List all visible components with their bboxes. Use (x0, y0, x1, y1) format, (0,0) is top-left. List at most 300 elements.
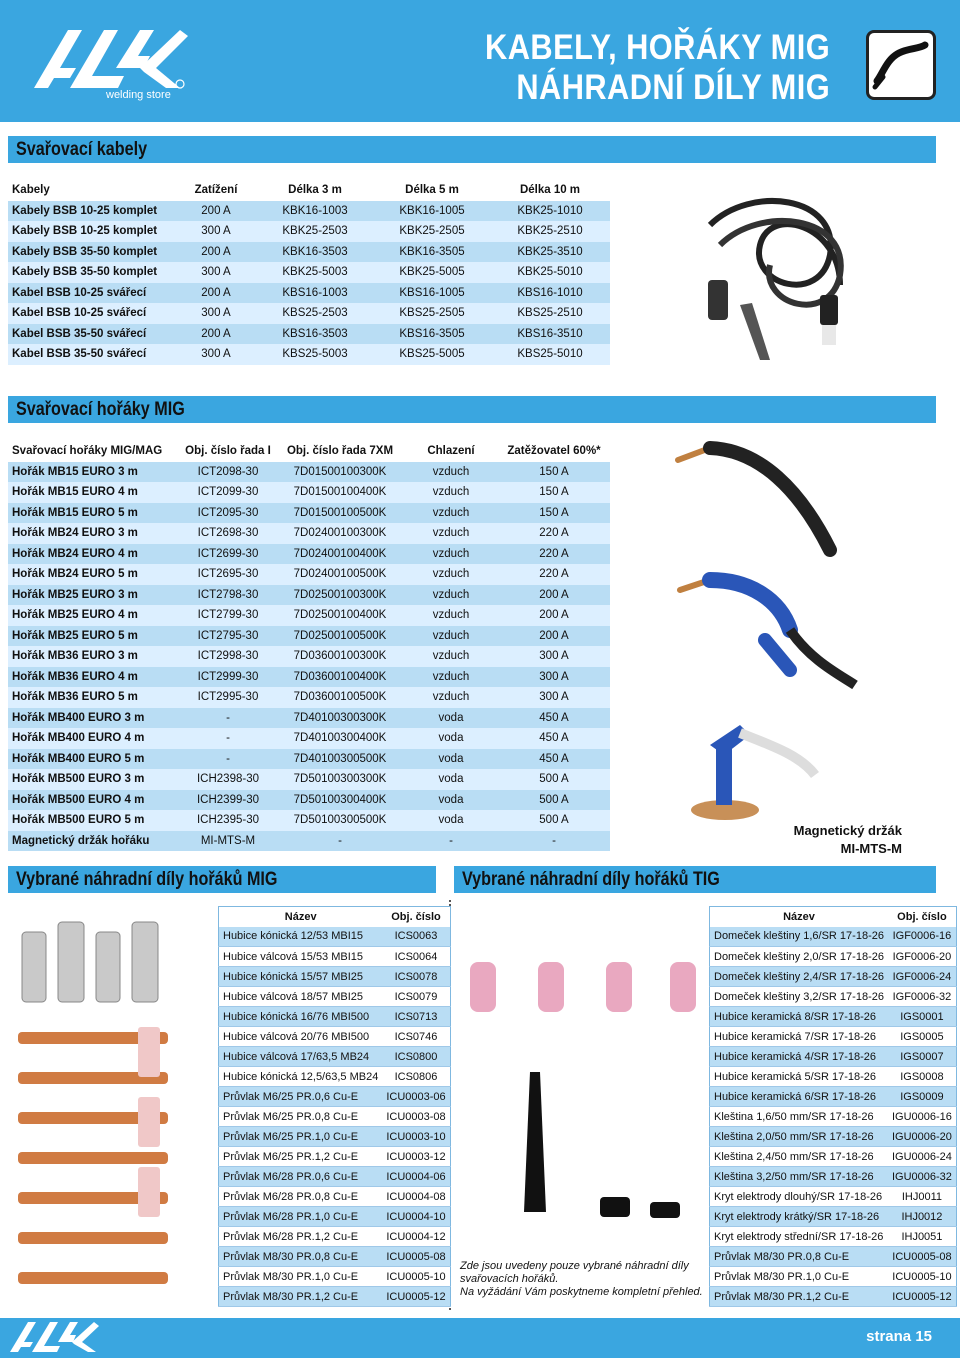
row-label-cell: Průvlak M6/28 PR.0,6 Cu-E (219, 1167, 383, 1187)
table-cell: ICT2699-30 (180, 544, 276, 565)
cables-section-title: Svařovací kabely (16, 139, 148, 160)
torches-section-title: Svařovací hořáky MIG (16, 399, 185, 420)
table-cell: KBK25-2510 (490, 221, 610, 242)
table-row (219, 1007, 451, 1027)
table-row (710, 1267, 957, 1287)
table-row (219, 1227, 451, 1247)
table-cell: IHJ0012 (888, 1207, 956, 1227)
table-cell: 150 A (498, 503, 610, 524)
row-label-cell: Hořák MB24 EURO 4 m (8, 544, 180, 565)
table-row (219, 1247, 451, 1267)
table-row (219, 1147, 451, 1167)
table-row (8, 303, 610, 324)
table-row (8, 344, 610, 365)
row-label-cell: Průvlak M8/30 PR.1,0 Cu-E (710, 1267, 888, 1287)
table-cell: - (180, 708, 276, 729)
table-cell: vzduch (404, 667, 498, 688)
row-label-cell: Hořák MB400 EURO 5 m (8, 749, 180, 770)
table-row (710, 1107, 957, 1127)
column-header: Zatěžovatel 60%* (507, 445, 601, 458)
column-header: Název (219, 907, 383, 927)
table-cell: ICS0078 (382, 967, 450, 987)
table-cell: vzduch (404, 462, 498, 483)
table-cell: KBK16-3505 (374, 242, 490, 263)
table-row (219, 1127, 451, 1147)
table-cell: 7D40100300500K (276, 749, 404, 770)
row-label-cell: Kabel BSB 10-25 svářecí (8, 283, 176, 304)
row-label-cell: Hubice keramická 4/SR 17-18-26 (710, 1047, 888, 1067)
row-label-cell: Kabely BSB 10-25 komplet (8, 201, 176, 222)
table-cell: ICU0005-10 (888, 1267, 956, 1287)
column-header: Svařovací hořáky MIG/MAG (12, 445, 163, 458)
table-cell: 7D40100300400K (276, 728, 404, 749)
row-label-cell: Kleština 2,4/50 mm/SR 17-18-26 (710, 1147, 888, 1167)
table-row (8, 482, 610, 503)
table-cell: KBK25-5005 (374, 262, 490, 283)
table-row (710, 1227, 957, 1247)
row-label-cell: Kabely BSB 35-50 komplet (8, 242, 176, 263)
table-cell: 7D01500100300K (276, 462, 404, 483)
table-cell: ICS0746 (382, 1027, 450, 1047)
table-cell: ICU0004-12 (382, 1227, 450, 1247)
table-cell: KBS25-5005 (374, 344, 490, 365)
row-label-cell: Hubice keramická 5/SR 17-18-26 (710, 1067, 888, 1087)
row-label-cell: Kabel BSB 35-50 svářecí (8, 324, 176, 345)
table-cell: KBK25-1010 (490, 201, 610, 222)
table-cell: ICU0003-08 (382, 1107, 450, 1127)
table-cell: 220 A (498, 544, 610, 565)
row-label-cell: Kryt elektrody krátký/SR 17-18-26 (710, 1207, 888, 1227)
tig-spare-parts-image (460, 912, 700, 1242)
table-cell: voda (404, 790, 498, 811)
row-label-cell: Průvlak M8/30 PR.1,2 Cu-E (710, 1287, 888, 1307)
table-cell: voda (404, 708, 498, 729)
note-line-3: Na vyžádání Vám poskytneme kompletní přehled. (460, 1286, 703, 1298)
row-label-cell: Hubice kónická 12/53 MBI15 (219, 927, 383, 947)
column-header: Chlazení (427, 445, 475, 458)
table-row (710, 987, 957, 1007)
row-label-cell: Hubice kónická 15/57 MBI25 (219, 967, 383, 987)
table-cell: KBS16-1010 (490, 283, 610, 304)
row-label-cell: Hubice válcová 15/53 MBI15 (219, 947, 383, 967)
row-label-cell: Kabely BSB 35-50 komplet (8, 262, 176, 283)
row-label-cell: Domeček kleštiny 2,4/SR 17-18-26 (710, 967, 888, 987)
table-row (8, 462, 610, 483)
row-label-cell: Kryt elektrody střední/SR 17-18-26 (710, 1227, 888, 1247)
table-cell: IGU0006-32 (888, 1167, 956, 1187)
table-row (219, 1067, 451, 1087)
table-row (8, 626, 610, 647)
table-row (710, 1247, 957, 1267)
table-cell: - (404, 831, 498, 852)
holder-label-line-2: MI-MTS-M (840, 841, 902, 856)
table-cell: KBK25-5003 (256, 262, 374, 283)
table-cell: KBS16-1005 (374, 283, 490, 304)
table-cell: ICT2098-30 (180, 462, 276, 483)
table-cell: 7D50100300400K (276, 790, 404, 811)
table-row (219, 947, 451, 967)
table-cell: KBK25-3510 (490, 242, 610, 263)
table-cell: KBS25-2510 (490, 303, 610, 324)
table-row (219, 1107, 451, 1127)
table-cell: 150 A (498, 462, 610, 483)
table-row (219, 1187, 451, 1207)
table-cell: 200 A (176, 201, 256, 222)
column-header: Obj. číslo řada 7XM (286, 445, 394, 458)
row-label-cell: Hořák MB500 EURO 5 m (8, 810, 180, 831)
table-cell: ICU0005-08 (382, 1247, 450, 1267)
table-cell: 450 A (498, 728, 610, 749)
holder-label-line-1: Magnetický držák (793, 823, 902, 838)
row-label-cell: Kabel BSB 35-50 svářecí (8, 344, 176, 365)
table-cell: ICT2095-30 (180, 503, 276, 524)
table-cell: KBS25-5003 (256, 344, 374, 365)
table-cell: IGF0006-16 (888, 927, 956, 947)
tig-parts-table (709, 906, 957, 1307)
table-row (8, 790, 610, 811)
table-cell: 300 A (498, 667, 610, 688)
row-label-cell: Kabel BSB 10-25 svářecí (8, 303, 176, 324)
row-label-cell: Hubice keramická 6/SR 17-18-26 (710, 1087, 888, 1107)
table-row (710, 1027, 957, 1047)
table-cell: ICT2099-30 (180, 482, 276, 503)
table-row (710, 1187, 957, 1207)
table-cell: 300 A (176, 303, 256, 324)
row-label-cell: Domeček kleštiny 3,2/SR 17-18-26 (710, 987, 888, 1007)
table-row (219, 927, 451, 947)
table-row (8, 749, 610, 770)
table-cell: ICU0004-08 (382, 1187, 450, 1207)
table-cell: KBK25-2503 (256, 221, 374, 242)
row-label-cell: Kleština 2,0/50 mm/SR 17-18-26 (710, 1127, 888, 1147)
table-row (219, 1167, 451, 1187)
table-cell: 450 A (498, 708, 610, 729)
row-label-cell: Průvlak M6/25 PR.1,2 Cu-E (219, 1147, 383, 1167)
row-label-cell: Hubice keramická 8/SR 17-18-26 (710, 1007, 888, 1027)
table-cell: 7D02400100400K (276, 544, 404, 565)
table-cell: ICU0003-12 (382, 1147, 450, 1167)
table-cell: ICU0004-10 (382, 1207, 450, 1227)
mig-parts-table (218, 906, 451, 1307)
table-cell: 7D02500100300K (276, 585, 404, 606)
table-row (8, 605, 610, 626)
table-row (219, 987, 451, 1007)
table-cell: ICS0064 (382, 947, 450, 967)
row-label-cell: Hořák MB36 EURO 5 m (8, 687, 180, 708)
table-cell: 200 A (498, 585, 610, 606)
table-cell: 220 A (498, 564, 610, 585)
table-cell: 7D40100300300K (276, 708, 404, 729)
table-cell: MI-MTS-M (180, 831, 276, 852)
table-cell: IGU0006-20 (888, 1127, 956, 1147)
table-cell: ICS0800 (382, 1047, 450, 1067)
row-label-cell: Průvlak M8/30 PR.1,0 Cu-E (219, 1267, 383, 1287)
table-cell: 7D03600100300K (276, 646, 404, 667)
table-cell: voda (404, 769, 498, 790)
table-row (8, 324, 610, 345)
table-cell: KBS25-2505 (374, 303, 490, 324)
row-label-cell: Průvlak M6/25 PR.1,0 Cu-E (219, 1127, 383, 1147)
note-line-1: Zde jsou uvedeny pouze vybrané náhradní díly (460, 1260, 689, 1272)
table-cell: - (180, 749, 276, 770)
row-label-cell: Průvlak M8/30 PR.1,2 Cu-E (219, 1287, 383, 1307)
table-row (8, 201, 610, 222)
table-cell: 7D02400100300K (276, 523, 404, 544)
table-cell: 7D02400100500K (276, 564, 404, 585)
mig-parts-section-bar (8, 866, 436, 893)
tig-parts-section-title: Vybrané náhradní díly hořáků TIG (462, 869, 720, 890)
row-label-cell: Průvlak M8/30 PR.0,8 Cu-E (219, 1247, 383, 1267)
row-label-cell: Kabely BSB 10-25 komplet (8, 221, 176, 242)
table-cell: voda (404, 749, 498, 770)
row-label-cell: Hubice válcová 17/63,5 MB24 (219, 1047, 383, 1067)
table-cell: ICU0005-10 (382, 1267, 450, 1287)
document-title (485, 28, 830, 108)
table-cell: IGS0009 (888, 1087, 956, 1107)
table-cell: 500 A (498, 810, 610, 831)
table-cell: ICU0005-08 (888, 1247, 956, 1267)
table-cell: 500 A (498, 790, 610, 811)
table-cell: IGS0007 (888, 1047, 956, 1067)
table-cell: 7D03600100500K (276, 687, 404, 708)
cables-table (8, 180, 610, 365)
table-cell: IGS0008 (888, 1067, 956, 1087)
table-row (710, 1047, 957, 1067)
table-cell: IGF0006-20 (888, 947, 956, 967)
table-row (8, 523, 610, 544)
table-header-row (219, 907, 451, 927)
tig-parts-section-bar (454, 866, 936, 893)
table-cell: 7D01500100400K (276, 482, 404, 503)
column-header: Obj. číslo (888, 907, 956, 927)
table-cell: ICT2698-30 (180, 523, 276, 544)
table-row (8, 831, 610, 852)
table-header-row (710, 907, 957, 927)
row-label-cell: Hořák MB25 EURO 4 m (8, 605, 180, 626)
column-header: Název (710, 907, 888, 927)
table-row (8, 544, 610, 565)
table-cell: 200 A (498, 605, 610, 626)
table-row (8, 687, 610, 708)
table-cell: vzduch (404, 503, 498, 524)
table-cell: ICT2995-30 (180, 687, 276, 708)
table-cell: 300 A (176, 262, 256, 283)
table-cell: ICT2998-30 (180, 646, 276, 667)
table-cell: vzduch (404, 482, 498, 503)
row-label-cell: Průvlak M6/28 PR.1,2 Cu-E (219, 1227, 383, 1247)
table-row (8, 708, 610, 729)
table-cell: KBK16-1005 (374, 201, 490, 222)
table-row (710, 1007, 957, 1027)
row-label-cell: Hořák MB36 EURO 4 m (8, 667, 180, 688)
table-row (219, 1027, 451, 1047)
table-row (710, 927, 957, 947)
row-label-cell: Hořák MB36 EURO 3 m (8, 646, 180, 667)
table-cell: ICH2398-30 (180, 769, 276, 790)
table-cell: ICS0079 (382, 987, 450, 1007)
column-header: Délka 3 m (288, 184, 342, 197)
spare-parts-note (460, 1260, 720, 1299)
row-label-cell: Hořák MB500 EURO 4 m (8, 790, 180, 811)
title-line-2: NÁHRADNÍ DÍLY MIG (516, 68, 830, 107)
table-row (8, 221, 610, 242)
table-row (710, 1207, 957, 1227)
column-header: Délka 10 m (519, 184, 581, 197)
row-label-cell: Magnetický držák hořáku (8, 831, 180, 852)
table-cell: voda (404, 810, 498, 831)
table-row (8, 667, 610, 688)
table-row (8, 564, 610, 585)
table-cell: ICS0806 (382, 1067, 450, 1087)
magnetic-holder-label (794, 822, 902, 858)
table-cell: ICU0005-12 (888, 1287, 956, 1307)
table-cell: 7D02500100400K (276, 605, 404, 626)
table-cell: KBS16-1003 (256, 283, 374, 304)
row-label-cell: Průvlak M6/25 PR.0,8 Cu-E (219, 1107, 383, 1127)
table-cell: KBK25-2505 (374, 221, 490, 242)
torches-table (8, 441, 610, 851)
footer-aek-logo (8, 1320, 108, 1356)
table-cell: ICU0004-06 (382, 1167, 450, 1187)
table-cell: 300 A (498, 646, 610, 667)
table-cell: 7D01500100500K (276, 503, 404, 524)
column-header: Obj. číslo (382, 907, 450, 927)
row-label-cell: Hořák MB25 EURO 3 m (8, 585, 180, 606)
table-cell: 200 A (176, 324, 256, 345)
table-cell: KBK16-1003 (256, 201, 374, 222)
row-label-cell: Hořák MB15 EURO 3 m (8, 462, 180, 483)
row-label-cell: Průvlak M6/25 PR.0,6 Cu-E (219, 1087, 383, 1107)
table-cell: ICT2695-30 (180, 564, 276, 585)
table-cell: vzduch (404, 523, 498, 544)
table-cell: vzduch (404, 585, 498, 606)
table-cell: ICT2999-30 (180, 667, 276, 688)
table-cell: KBK25-5010 (490, 262, 610, 283)
row-label-cell: Hubice válcová 20/76 MBI500 (219, 1027, 383, 1047)
table-cell: 500 A (498, 769, 610, 790)
table-cell: 220 A (498, 523, 610, 544)
row-label-cell: Domeček kleštiny 1,6/SR 17-18-26 (710, 927, 888, 947)
table-row (219, 1287, 451, 1307)
table-row (8, 585, 610, 606)
row-label-cell: Průvlak M6/28 PR.0,8 Cu-E (219, 1187, 383, 1207)
table-cell: vzduch (404, 544, 498, 565)
row-label-cell: Domeček kleštiny 2,0/SR 17-18-26 (710, 947, 888, 967)
table-cell: 150 A (498, 482, 610, 503)
mig-spare-parts-image (8, 912, 198, 1302)
table-cell: ICU0003-10 (382, 1127, 450, 1147)
row-label-cell: Hořák MB15 EURO 4 m (8, 482, 180, 503)
table-row (710, 947, 957, 967)
table-cell: voda (404, 728, 498, 749)
table-cell: ICT2795-30 (180, 626, 276, 647)
table-cell: ICU0005-12 (382, 1287, 450, 1307)
table-cell: vzduch (404, 687, 498, 708)
row-label-cell: Hořák MB24 EURO 3 m (8, 523, 180, 544)
table-cell: IGU0006-16 (888, 1107, 956, 1127)
mig-torch-icon (866, 30, 936, 100)
note-line-2: svařovacích hořáků. (460, 1273, 559, 1285)
column-header: Obj. číslo řada I (185, 445, 271, 458)
torches-section-bar (8, 396, 936, 423)
table-cell: ICH2399-30 (180, 790, 276, 811)
row-label-cell: Hořák MB15 EURO 5 m (8, 503, 180, 524)
row-label-cell: Kryt elektrody dlouhý/SR 17-18-26 (710, 1187, 888, 1207)
table-cell: vzduch (404, 605, 498, 626)
table-cell: IHJ0051 (888, 1227, 956, 1247)
table-row (8, 503, 610, 524)
table-row (710, 1087, 957, 1107)
column-header: Zatížení (194, 184, 238, 197)
row-label-cell: Průvlak M6/28 PR.1,0 Cu-E (219, 1207, 383, 1227)
table-cell: KBK16-3503 (256, 242, 374, 263)
row-label-cell: Hořák MB500 EURO 3 m (8, 769, 180, 790)
row-label-cell: Kleština 1,6/50 mm/SR 17-18-26 (710, 1107, 888, 1127)
row-label-cell: Hubice kónická 16/76 MBI500 (219, 1007, 383, 1027)
mig-torches-image (670, 440, 860, 690)
table-cell: 450 A (498, 749, 610, 770)
table-row (219, 1207, 451, 1227)
table-cell: 7D02500100500K (276, 626, 404, 647)
table-row (710, 1167, 957, 1187)
row-label-cell: Kleština 3,2/50 mm/SR 17-18-26 (710, 1167, 888, 1187)
table-cell: 300 A (498, 687, 610, 708)
table-cell: ICS0063 (382, 927, 450, 947)
footer-band (0, 1318, 960, 1358)
table-row (710, 1127, 957, 1147)
table-cell: ICS0713 (382, 1007, 450, 1027)
table-cell: IGS0005 (888, 1027, 956, 1047)
table-cell: vzduch (404, 646, 498, 667)
table-row (710, 967, 957, 987)
table-row (8, 728, 610, 749)
magnetic-holder-image (680, 715, 820, 825)
table-cell: ICH2395-30 (180, 810, 276, 831)
table-cell: KBS25-2503 (256, 303, 374, 324)
table-row (8, 262, 610, 283)
table-cell: IGF0006-32 (888, 987, 956, 1007)
table-row (8, 810, 610, 831)
row-label-cell: Průvlak M8/30 PR.0,8 Cu-E (710, 1247, 888, 1267)
table-cell: vzduch (404, 564, 498, 585)
table-row (219, 1267, 451, 1287)
table-cell: ICU0003-06 (382, 1087, 450, 1107)
table-cell: 300 A (176, 344, 256, 365)
row-label-cell: Hořák MB25 EURO 5 m (8, 626, 180, 647)
cables-section-bar (8, 136, 936, 163)
mig-parts-section-title: Vybrané náhradní díly hořáků MIG (16, 869, 278, 890)
table-cell: KBS16-3505 (374, 324, 490, 345)
table-cell: KBS25-5010 (490, 344, 610, 365)
table-cell: 7D50100300500K (276, 810, 404, 831)
table-cell: - (498, 831, 610, 852)
table-cell: IHJ0011 (888, 1187, 956, 1207)
table-cell: 200 A (176, 283, 256, 304)
table-cell: IGF0006-24 (888, 967, 956, 987)
table-row (8, 646, 610, 667)
table-header-row (8, 441, 610, 462)
page-number: strana 15 (866, 1328, 932, 1345)
table-cell: IGS0001 (888, 1007, 956, 1027)
table-cell: IGU0006-24 (888, 1147, 956, 1167)
table-header-row (8, 180, 610, 201)
table-cell: - (276, 831, 404, 852)
row-label-cell: Hořák MB24 EURO 5 m (8, 564, 180, 585)
table-row (710, 1067, 957, 1087)
table-cell: - (180, 728, 276, 749)
table-row (710, 1147, 957, 1167)
table-row (8, 769, 610, 790)
